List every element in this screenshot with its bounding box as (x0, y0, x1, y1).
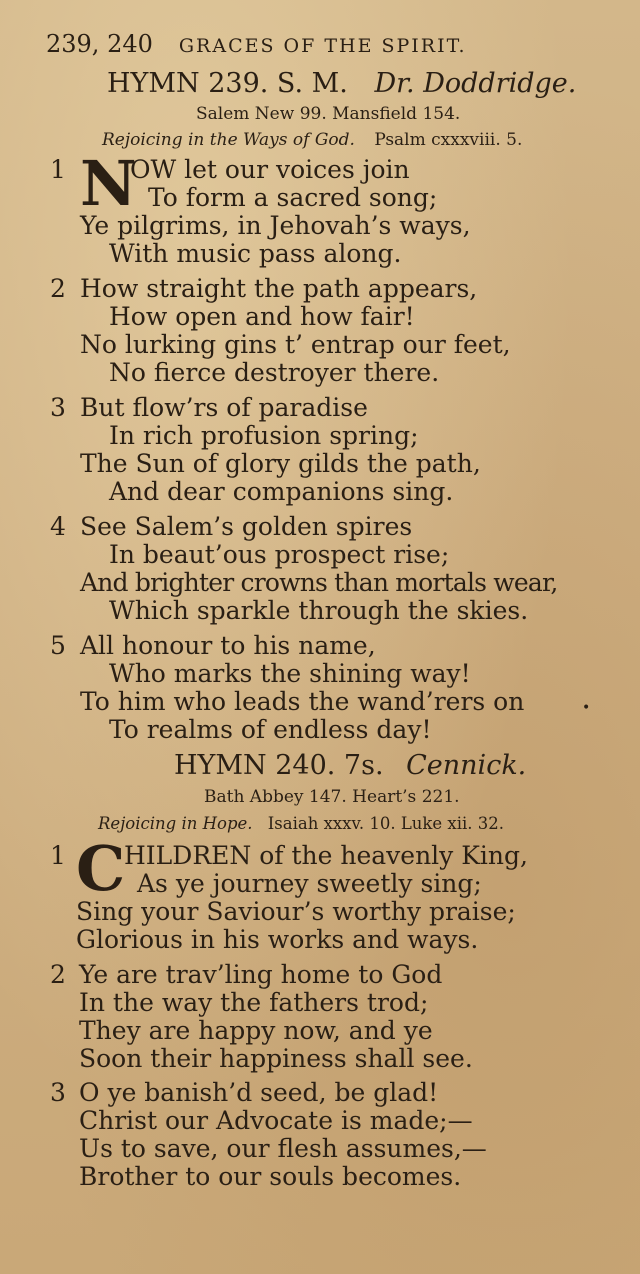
stanza-number: 1 (50, 155, 66, 184)
verse-line: They are happy now, and ye (79, 1016, 433, 1045)
verse-line: Ye are trav’ling home to God (79, 960, 443, 989)
hymn-tunes: Bath Abbey 147. Heart’s 221. (204, 787, 460, 807)
verse-line: To realms of endless day! (109, 715, 432, 744)
hymn-title: HYMN 239. S. M. (107, 68, 348, 99)
hymn-239-heading (107, 68, 576, 99)
hymn-scripture: Isaiah xxxv. 10. Luke xii. 32. (267, 814, 505, 833)
hymn-tunes: Salem New 99. Mansfield 154. (196, 104, 461, 124)
verse-line: No fierce destroyer there. (109, 358, 440, 387)
stanza-number: 3 (50, 393, 66, 422)
verse-line: Which sparkle through the skies. (109, 596, 529, 625)
ink-mark: • (582, 700, 591, 716)
verse-line: All honour to his name, (80, 631, 376, 660)
verse-line: O ye banish’d seed, be glad! (79, 1078, 439, 1107)
verse-line: Who marks the shining way! (109, 659, 471, 688)
hymn-subject-line (102, 130, 522, 150)
verse-line: And brighter crowns than mortals wear, (80, 568, 558, 597)
stanza-number: 2 (50, 274, 66, 303)
hymn-240-heading (174, 750, 526, 781)
verse-line: The Sun of glory gilds the path, (80, 449, 481, 478)
running-title: GRACES OF THE SPIRIT. (178, 35, 467, 57)
stanza-number: 2 (50, 960, 66, 989)
verse-line: Soon their happiness shall see. (79, 1044, 473, 1073)
verse-line: And dear companions sing. (109, 477, 454, 506)
verse-line: With music pass along. (109, 239, 402, 268)
verse-line: To him who leads the wand’rers on (80, 687, 525, 716)
hymn-author: Dr. Doddridge. (374, 68, 577, 99)
verse-line: See Salem’s golden spires (80, 512, 413, 541)
verse-line: How straight the path appears, (80, 274, 478, 303)
hymn-author: Cennick. (406, 750, 527, 781)
verse-line: In the way the fathers trod; (79, 988, 429, 1017)
verse-line: How open and how fair! (109, 302, 415, 331)
stanza-number: 5 (50, 631, 66, 660)
verse-line: HILDREN of the heavenly King, (124, 841, 528, 870)
verse-line: OW let our voices join (130, 155, 410, 184)
hymn-subject-line (98, 814, 504, 833)
verse-line: Sing your Saviour’s worthy praise; (76, 897, 516, 926)
verse-line: As ye journey sweetly sing; (137, 869, 482, 898)
hymn-subject: Rejoicing in Hope. (98, 814, 253, 833)
verse-line: No lurking gins t’ entrap our feet, (80, 330, 511, 359)
stanza-number: 4 (50, 512, 66, 541)
drop-cap: N (80, 147, 137, 220)
hymn-subject: Rejoicing in the Ways of God. (102, 130, 355, 150)
hymn-scripture: Psalm cxxxviii. 5. (374, 130, 523, 150)
stanza-number: 1 (50, 841, 66, 870)
verse-line: In rich profusion spring; (109, 421, 419, 450)
verse-line: Brother to our souls becomes. (79, 1162, 462, 1191)
running-header (46, 30, 467, 58)
verse-line: Us to save, our flesh assumes,— (79, 1134, 487, 1163)
page-numbers: 239, 240 (46, 30, 153, 58)
verse-line: To form a sacred song; (148, 183, 438, 212)
verse-line: Christ our Advocate is made;— (79, 1106, 473, 1135)
verse-line: Ye pilgrims, in Jehovah’s ways, (80, 211, 471, 240)
hymn-title: HYMN 240. 7s. (174, 750, 384, 781)
drop-cap: C (76, 832, 126, 905)
verse-line: But flow’rs of paradise (80, 393, 368, 422)
verse-line: In beaut’ous prospect rise; (109, 540, 450, 569)
verse-line: Glorious in his works and ways. (76, 925, 479, 954)
stanza-number: 3 (50, 1078, 66, 1107)
